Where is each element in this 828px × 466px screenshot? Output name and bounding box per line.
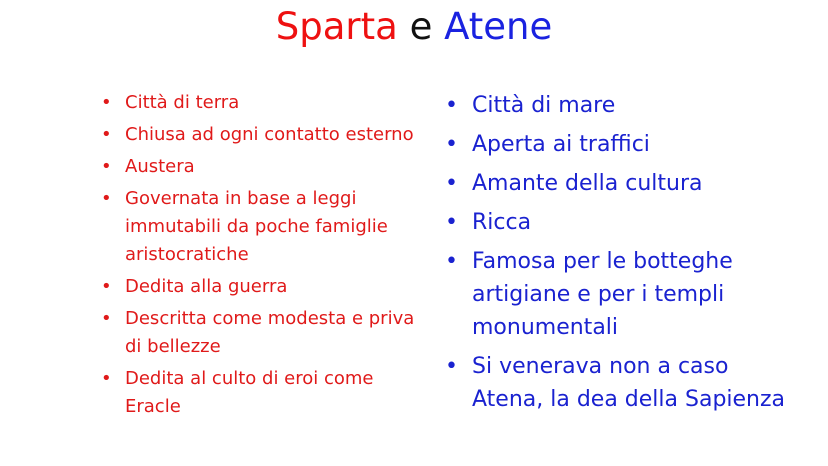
atene-item: • Aperta ai traffici <box>472 128 802 161</box>
sparta-item: • Chiusa ad ogni contatto esterno <box>125 121 425 149</box>
sparta-item: • Descritta come modesta e priva di bellezze <box>125 305 425 361</box>
sparta-item: • Dedita alla guerra <box>125 273 425 301</box>
sparta-list <box>125 89 425 425</box>
atene-list <box>472 89 802 422</box>
title-atene: Atene <box>444 5 553 48</box>
title-conjunction: e <box>409 5 433 48</box>
atene-item: • Si venerava non a caso Atena, la dea della Sapienza <box>472 350 802 416</box>
atene-item: • Amante della cultura <box>472 167 802 200</box>
atene-item: • Famosa per le botteghe artigiane e per i templi monumentali <box>472 245 802 344</box>
sparta-item: • Dedita al culto di eroi come Eracle <box>125 365 425 421</box>
atene-item: • Ricca <box>472 206 802 239</box>
sparta-item: • Austera <box>125 153 425 181</box>
slide-title <box>0 2 828 52</box>
sparta-item: • Governata in base a leggi immutabili da poche famiglie aristocratiche <box>125 185 425 269</box>
atene-item: • Città di mare <box>472 89 802 122</box>
title-sparta: Sparta <box>275 5 398 48</box>
sparta-item: • Città di terra <box>125 89 425 117</box>
